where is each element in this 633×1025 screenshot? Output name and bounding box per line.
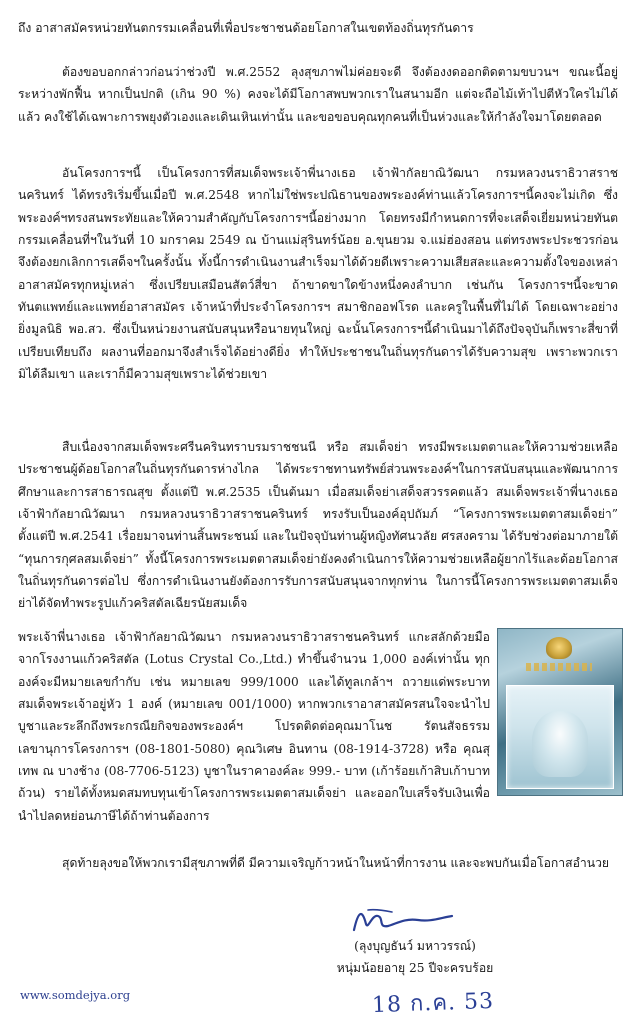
paragraph-crystal-offer bbox=[18, 626, 490, 848]
signer-name: (ลุงบุญธันว์ มหาวรรณ์) bbox=[354, 939, 476, 953]
paragraph-text: อันโครงการฯนี้ เป็นโครงการที่สมเด็จพระเจ้าพี่นางเธอ เจ้าฟ้ากัลยาณิวัฒนา กรมหลวงนราธิวาสราชนครินทร์ ได้ทรงริเริ่มขึ้นเมื่อปี พ.ศ.2548 หากไม่ใช่พระปณิธานของพระองค์ท่านแล้วโครงการฯนี้คงจะไม่เกิด ซึ่งพระองค์ฯทรงสนพระทัยและให้ความสำคัญกับโครงการฯนี้อย่างมาก โดยทรงมีกำหนดการที่จะเสด็จเยี่ยมหน่วยทันตกรรมเคลื่อนที่ฯในวันที่ 10 มกราคม 2549 ณ บ้านแม่สุรินทร์น้อย อ.ขุนยวม จ.แม่ฮ่องสอน แต่ทรงพระประชวรก่อน จึงต้องยกเลิกการเสด็จฯในครั้งนั้น ทั้งนี้การดำเนินงานสำเร็จมาได้ด้วยดีเพราะความเสียสละและความตั้งใจของเหล่าอาสาสมัครทุกหมู่เหล่า ซึ่งเปรียบเสมือนสัตว์สี่ขา ถ้าขาดขาใดข้างหนึ่งคงลำบาก เช่นกัน โครงการฯนี้จะขาดทันตแพทย์และแพทย์อาสาสมัคร เจ้าหน้าที่ประจำโครงการฯ สมาชิกออฟโรด และครูในพื้นที่ไม่ได้ โดยเฉพาะอย่างยิ่งมูลนิธิ พอ.สว. ซึ่งเป็นหน่วยงานสนับสนุนหรือนายทุนใหญ่ ฉะนั้นโครงการฯนี้ดำเนินมาได้ถึงปัจจุบันก็เพราะสี่ขาที่เปรียบเทียบถึง ผลงานที่ออกมาจึงสำเร็จได้อย่างดียิ่ง ทำให้ประชาชนในถิ่นทุรกันดารได้รับความสุข เพราะพวกเรามิได้ลืมเขา และเราก็มีความสุขเพราะได้ช่วยเขา bbox=[18, 166, 618, 382]
crystal-sculpture-image bbox=[497, 628, 623, 796]
emblem-lettering bbox=[526, 663, 592, 671]
paragraph-text: สุดท้ายลุงขอให้พวกเรามีสุขภาพที่ดี มีความเจริญก้าวหน้าในหน้าที่การงาน และจะพบกันเมื่อโอกาสอำนวย bbox=[62, 856, 610, 870]
signer-title: หนุ่มน้อยอายุ 25 ปีจะครบร้อย bbox=[336, 961, 494, 975]
paragraph-project-origin bbox=[18, 162, 618, 430]
paragraph-somdejya-project bbox=[18, 436, 618, 626]
paragraph-text: สืบเนื่องจากสมเด็จพระศรีนครินทราบรมราชชนนี หรือ สมเด็จย่า ทรงมีพระเมตตาและให้ความช่วยเหลือประชาชนผู้ด้อยโอกาสในถิ่นทุรกันดารห่างไกล ได้พระราชทานทรัพย์ส่วนพระองค์ฯในการสนับสนุนและพัฒนาการศึกษาและการสาธารณสุข ตั้งแต่ปี พ.ศ.2535 เป็นต้นมา เมื่อสมเด็จย่าเสด็จสวรรคตแล้ว สมเด็จพระเจ้าพี่นางเธอ เจ้าฟ้ากัลยาณิวัฒนา กรมหลวงนราธิวาสราชนครินทร์ ทรงรับเป็นองค์อุปถัมภ์ “โครงการพระเมตตาสมเด็จย่า” ตั้งแต่ปี พ.ศ.2541 เรื่อยมาจนท่านสิ้นพระชนม์ และในปัจจุบันท่านผู้หญิงทัศนวลัย ศรสงคราม ได้รับช่วงต่อมาภายใต้ “ทุนการกุศลสมเด็จย่า” ทั้งนี้โครงการพระเมตตาสมเด็จย่ายังคงดำเนินการให้ความช่วยเหลือผู้ยากไร้และด้อยโอกาสในถิ่นทุรกันดารต่อไป ซึ่งการดำเนินงานยังต้องการรับการสนับสนุนจากทุกท่าน ในการนี้โครงการพระเมตตาสมเด็จย่าได้จัดทำพระรูปแก้วคริสตัลเฉียรนัยสมเด็จ bbox=[18, 440, 618, 611]
signature-block bbox=[300, 935, 530, 979]
paragraph-text: พระเจ้าพี่นางเธอ เจ้าฟ้ากัลยาณิวัฒนา กรมหลวงนราธิวาสราชนครินทร์ แกะสลักด้วยมือจากโรงงานแก้วคริสตัล (Lotus Crystal Co.,Ltd.) ทำขึ้นจำนวน 1,000 องค์เท่านั้น ทุกองค์จะมีหมายเลขกำกับ เช่น หมายเลข 999/1000 และได้ทูลเกล้าฯ ถวายแด่พระบาทสมเด็จพระเจ้าอยู่หัว 1 องค์ (หมายเลข 001/1000) หากพวกเราอาสาสมัครสนใจจะนำไปบูชาและระลึกถึงพระกรณียกิจของพระองค์ฯ โปรดติดต่อคุณมาโนช รัตนสัจธรรม เลขานุการโครงการฯ (08-1801-5080) คุณวิเศษ อินทาน (08-1914-3728) หรือ คุณสุเทพ ณ บางช้าง (08-7706-5123) บูชาในราคาองค์ละ 999.- บาท (เก้าร้อยเก้าสิบเก้าบาทถ้วน) รายได้ทั้งหมดสมทบทุนเข้าโครงการพระเมตตาสมเด็จย่า และออกใบเสร็จรับเงินเพื่อนำไปลดหย่อนภาษีได้ถ้าท่านต้องการ bbox=[18, 630, 490, 823]
engraved-portrait bbox=[532, 711, 588, 777]
handwritten-date: 18 ก.ค. 53 bbox=[371, 988, 495, 1019]
website-link[interactable]: www.somdejya.org bbox=[20, 988, 131, 1002]
paragraph-text: ต้องขอบอกกล่าวก่อนว่าช่วงปี พ.ศ.2552 ลุงสุขภาพไม่ค่อยจะดี จึงต้องงดออกติดตามขบวนฯ ขณะนี้อยู่ระหว่างพักฟื้น หากเป็นปกติ (เกิน 90 %) คงจะได้มีโอกาสพบพวกเราในสนามอีก แต่จะถือไม้เท้าไปตีหัวใครไม่ได้แล้ว คงใช้ได้เฉพาะการพยุงตัวเองและเดินเหินเท่านั้น และขอขอบคุณทุกคนที่เป็นห่วงและให้กำลังใจมาโดยตลอด bbox=[18, 65, 618, 124]
handwritten-signature bbox=[348, 904, 458, 936]
salutation-line: ถึง อาสาสมัครหน่วยทันตกรรมเคลื่อนที่เพื่อประชาชนด้อยโอกาสในเขตท้องถิ่นทุรกันดาร bbox=[18, 21, 474, 35]
royal-emblem-icon bbox=[546, 637, 572, 659]
paragraph-health bbox=[18, 61, 618, 151]
paragraph-closing bbox=[18, 852, 618, 897]
signature-svg bbox=[348, 904, 458, 936]
